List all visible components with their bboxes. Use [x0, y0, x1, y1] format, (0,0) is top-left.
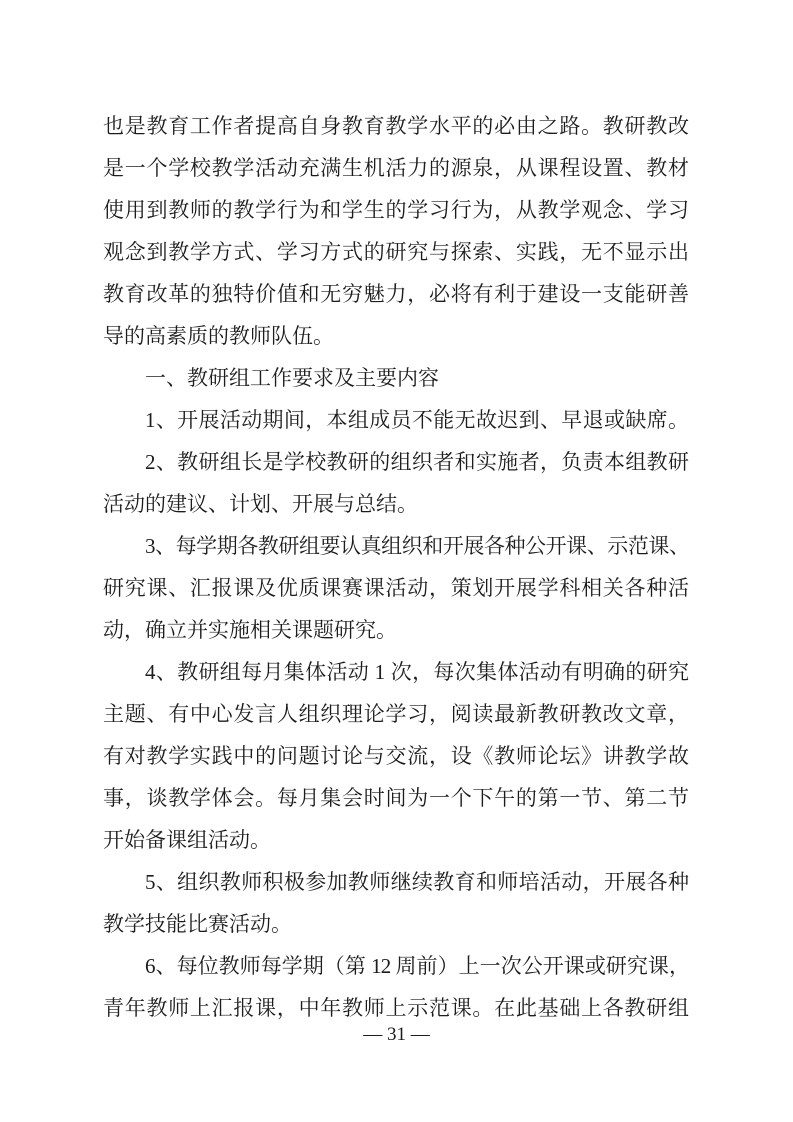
text-line: 3、每学期各教研组要认真组织和开展各种公开课、示范课、	[145, 534, 689, 558]
text-line: 导的高素质的教师队伍。	[103, 324, 334, 348]
section-heading-line: 一、教研组工作要求及主要内容	[145, 366, 439, 390]
text-line: 有对教学实践中的问题讨论与交流，设《教师论坛》讲教学故	[103, 744, 689, 768]
page-number: — 31 —	[363, 1024, 430, 1045]
text-line: 1、开展活动期间，本组成员不能无故迟到、早退或缺席。	[145, 408, 689, 432]
text-line: 也是教育工作者提高自身教育教学水平的必由之路。教研教改	[103, 114, 689, 138]
text-line: 主题、有中心发言人组织理论学习，阅读最新教研教改文章，	[103, 702, 689, 726]
text-line: 观念到教学方式、学习方式的研究与探索、实践，无不显示出	[103, 240, 689, 264]
text-line: 青年教师上汇报课，中年教师上示范课。在此基础上各教研组	[103, 996, 689, 1020]
text-line: 开始备课组活动。	[103, 828, 271, 852]
text-line: 5、组织教师积极参加教师继续教育和师培活动，开展各种	[145, 870, 689, 894]
document-body	[103, 105, 689, 1029]
text-line: 使用到教师的教学行为和学生的学习行为，从教学观念、学习	[103, 198, 689, 222]
text-line: 教学技能比赛活动。	[103, 912, 292, 936]
text-line: 6、每位教师每学期（第 12 周前）上一次公开课或研究课，	[145, 954, 689, 978]
text-line: 事，谈教学体会。每月集会时间为一个下午的第一节、第二节	[103, 786, 689, 810]
text-line: 教育改革的独特价值和无穷魅力，必将有利于建设一支能研善	[103, 282, 689, 306]
text-line: 动，确立并实施相关课题研究。	[103, 618, 397, 642]
text-line: 4、教研组每月集体活动 1 次，每次集体活动有明确的研究	[145, 660, 689, 684]
text-line: 活动的建议、计划、开展与总结。	[103, 492, 418, 516]
text-line: 2、教研组长是学校教研的组织者和实施者，负责本组教研	[145, 450, 689, 474]
text-line: 研究课、汇报课及优质课赛课活动，策划开展学科相关各种活	[103, 576, 689, 600]
text-line: 是一个学校教学活动充满生机活力的源泉，从课程设置、教材	[103, 156, 689, 180]
